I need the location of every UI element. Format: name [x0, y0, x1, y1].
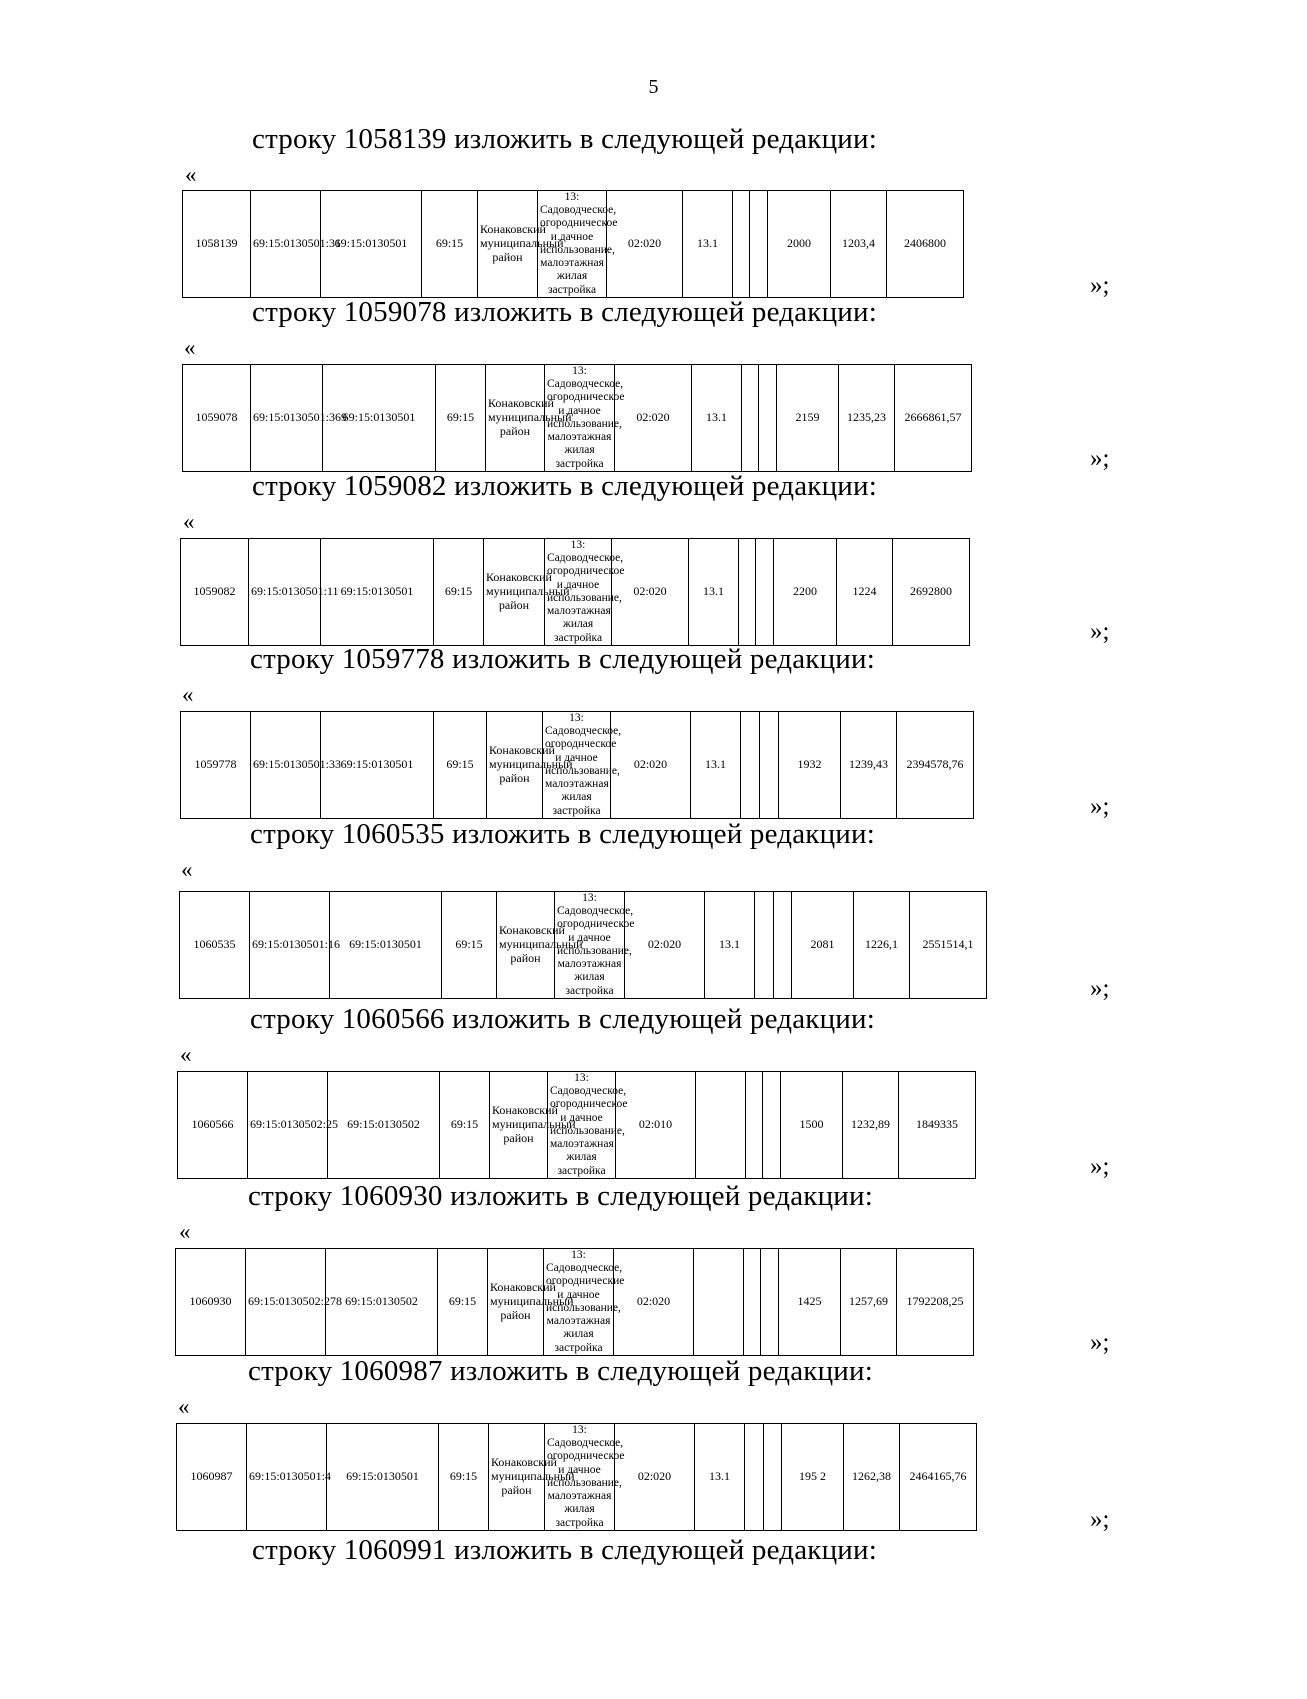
quarter-cell: 69:15:0130501	[321, 191, 422, 298]
code-cell: 02:010	[616, 1072, 696, 1179]
amendment-heading: строку 1060566 изложить в следующей редакции:	[250, 1003, 875, 1035]
code-cell: 02:020	[615, 365, 692, 472]
row-number-cell: 1060566	[178, 1072, 248, 1179]
empty-cell	[763, 1072, 781, 1179]
table-row	[176, 1249, 974, 1356]
cadastral-value-cell: 1849335	[899, 1072, 976, 1179]
page-number: 5	[648, 76, 659, 98]
district-cell: Конаковский муниципальный район	[497, 892, 555, 999]
table-row	[183, 191, 964, 298]
cadastral-number-cell: 69:15:0130502:25	[248, 1072, 328, 1179]
subcode-cell: 13.1	[691, 712, 741, 819]
specific-value-cell: 1235,23	[839, 365, 895, 472]
specific-value-cell: 1239,43	[841, 712, 897, 819]
cadastral-number-cell: 69:15:0130501:11	[249, 539, 321, 646]
quarter-cell: 69:15:0130502	[326, 1249, 438, 1356]
closing-quote: »;	[1090, 1153, 1110, 1180]
district-cell: Конаковский муниципальный район	[486, 365, 545, 472]
district-cell: Конаковский муниципальный район	[478, 191, 538, 298]
code-cell: 02:020	[614, 1249, 694, 1356]
specific-value-cell: 1262,38	[844, 1424, 900, 1531]
amendment-heading: строку 1060930 изложить в следующей редакции:	[248, 1180, 873, 1212]
land-use-cell: 13: Садоводческое, огородническое и дачное использование, малоэтажная жилая застройка	[545, 365, 615, 472]
table-row	[178, 1072, 976, 1179]
subcode-cell: 13.1	[692, 365, 742, 472]
area-cell: 2159	[777, 365, 839, 472]
quarter-cell: 69:15:0130501	[330, 892, 442, 999]
area-cell: 2000	[768, 191, 831, 298]
closing-quote: »;	[1090, 975, 1110, 1002]
opening-quote: «	[184, 335, 196, 360]
opening-quote: «	[181, 857, 193, 882]
district-cell: Конаковский муниципальный район	[484, 539, 545, 646]
cadastral-value-cell: 2551514,1	[910, 892, 987, 999]
row-number-cell: 1060987	[177, 1424, 247, 1531]
closing-quote: »;	[1090, 793, 1110, 820]
area-cell: 1932	[779, 712, 841, 819]
amended-row-table	[177, 1071, 976, 1179]
specific-value-cell: 1224	[837, 539, 893, 646]
empty-cell	[774, 892, 792, 999]
cadastral-value-cell: 2394578,76	[897, 712, 974, 819]
empty-cell	[733, 191, 750, 298]
code-cell: 02:020	[612, 539, 689, 646]
code-cell: 02:020	[611, 712, 691, 819]
row-number-cell: 1059078	[183, 365, 251, 472]
amendment-heading: строку 1058139 изложить в следующей редакции:	[252, 123, 877, 155]
row-number-cell: 1060535	[180, 892, 250, 999]
code-cell: 02:020	[615, 1424, 695, 1531]
area-cell: 2081	[792, 892, 854, 999]
district-cell: Конаковский муниципальный район	[490, 1072, 548, 1179]
row-number-cell: 1059778	[181, 712, 251, 819]
table-row	[183, 365, 972, 472]
cadastral-number-cell: 69:15:0130502:278	[246, 1249, 326, 1356]
cadastral-value-cell: 2692800	[893, 539, 970, 646]
closing-quote: »;	[1090, 1329, 1110, 1356]
empty-cell	[744, 1249, 761, 1356]
opening-quote: «	[179, 1219, 191, 1244]
area-cell: 1500	[781, 1072, 843, 1179]
cadastral-value-cell: 2406800	[887, 191, 964, 298]
subcode-cell: 13.1	[695, 1424, 745, 1531]
row-number-cell: 1059082	[181, 539, 249, 646]
table-row	[180, 892, 987, 999]
zone-cell: 69:15	[436, 365, 486, 472]
amended-row-table	[180, 711, 974, 819]
quarter-cell: 69:15:0130501	[321, 539, 434, 646]
empty-cell	[745, 1424, 764, 1531]
subcode-cell	[694, 1249, 744, 1356]
zone-cell: 69:15	[422, 191, 478, 298]
cadastral-number-cell: 69:15:0130501:31	[251, 191, 321, 298]
specific-value-cell: 1226,1	[854, 892, 910, 999]
amended-row-table	[182, 190, 964, 298]
amended-row-table	[182, 364, 972, 472]
subcode-cell	[696, 1072, 746, 1179]
land-use-cell: 13: Садоводческое, огородническое и дачное использование, малоэтажная жилая застройка	[545, 1424, 615, 1531]
closing-quote: »;	[1090, 272, 1110, 299]
final-heading: строку 1060991 изложить в следующей редакции:	[252, 1534, 877, 1566]
subcode-cell: 13.1	[683, 191, 733, 298]
amended-row-table	[175, 1248, 974, 1356]
empty-cell	[746, 1072, 763, 1179]
zone-cell: 69:15	[434, 712, 487, 819]
specific-value-cell: 1257,69	[841, 1249, 897, 1356]
area-cell: 2200	[774, 539, 837, 646]
opening-quote: «	[178, 1394, 190, 1419]
empty-cell	[750, 191, 768, 298]
cadastral-number-cell: 69:15:0130501:33	[251, 712, 321, 819]
table-row	[177, 1424, 977, 1531]
quarter-cell: 69:15:0130501	[323, 365, 436, 472]
empty-cell	[764, 1424, 782, 1531]
district-cell: Конаковский муниципальный район	[487, 712, 543, 819]
closing-quote: »;	[1090, 618, 1110, 645]
code-cell: 02:020	[607, 191, 683, 298]
opening-quote: «	[180, 1042, 192, 1067]
subcode-cell: 13.1	[705, 892, 755, 999]
closing-quote: »;	[1090, 1506, 1110, 1533]
zone-cell: 69:15	[439, 1424, 489, 1531]
area-cell: 195 2	[782, 1424, 844, 1531]
empty-cell	[761, 1249, 779, 1356]
amendment-heading: строку 1060535 изложить в следующей редакции:	[250, 818, 875, 850]
cadastral-value-cell: 2464165,76	[900, 1424, 977, 1531]
opening-quote: «	[185, 162, 197, 187]
area-cell: 1425	[779, 1249, 841, 1356]
closing-quote: »;	[1090, 445, 1110, 472]
district-cell: Конаковский муниципальный район	[489, 1424, 545, 1531]
zone-cell: 69:15	[434, 539, 484, 646]
cadastral-number-cell: 69:15:0130501:4	[247, 1424, 327, 1531]
district-cell: Конаковский муниципальный район	[488, 1249, 544, 1356]
land-use-cell: 13: Садоводческое, огородническое и дачное использование, малоэтажная жилая застройка	[545, 539, 612, 646]
empty-cell	[755, 892, 774, 999]
empty-cell	[756, 539, 774, 646]
zone-cell: 69:15	[438, 1249, 488, 1356]
zone-cell: 69:15	[440, 1072, 490, 1179]
specific-value-cell: 1232,89	[843, 1072, 899, 1179]
zone-cell: 69:15	[442, 892, 497, 999]
amended-row-table	[176, 1423, 977, 1531]
land-use-cell: 13: Садоводческое, огородническое и дачное использование, малоэтажная жилая застройка	[538, 191, 607, 298]
row-number-cell: 1058139	[183, 191, 251, 298]
amendment-heading: строку 1059082 изложить в следующей редакции:	[252, 470, 877, 502]
opening-quote: «	[183, 509, 195, 534]
land-use-cell: 13: Садоводческое, огороднические и дачное использование, малоэтажная жилая застройка	[544, 1249, 614, 1356]
table-row	[181, 539, 970, 646]
cadastral-value-cell: 2666861,57	[895, 365, 972, 472]
empty-cell	[739, 539, 756, 646]
amendment-heading: строку 1060987 изложить в следующей редакции:	[248, 1355, 873, 1387]
amended-row-table	[180, 538, 970, 646]
empty-cell	[742, 365, 759, 472]
specific-value-cell: 1203,4	[831, 191, 887, 298]
amended-row-table	[179, 891, 987, 999]
land-use-cell: 13: Садоводческое, огородническое и дачное использование, малоэтажная жилая застройка	[555, 892, 625, 999]
table-row	[181, 712, 974, 819]
empty-cell	[741, 712, 760, 819]
row-number-cell: 1060930	[176, 1249, 246, 1356]
amendment-heading: строку 1059778 изложить в следующей редакции:	[250, 643, 875, 675]
cadastral-number-cell: 69:15:0130501:16	[250, 892, 330, 999]
empty-cell	[760, 712, 779, 819]
land-use-cell: 13: Садоводческое, огороднческое и дачное использование, малоэтажная жилая застройка	[543, 712, 611, 819]
empty-cell	[759, 365, 777, 472]
opening-quote: «	[182, 682, 194, 707]
quarter-cell: 69:15:0130501	[321, 712, 434, 819]
subcode-cell: 13.1	[689, 539, 739, 646]
quarter-cell: 69:15:0130501	[327, 1424, 439, 1531]
code-cell: 02:020	[625, 892, 705, 999]
quarter-cell: 69:15:0130502	[328, 1072, 440, 1179]
amendment-heading: строку 1059078 изложить в следующей редакции:	[252, 296, 877, 328]
land-use-cell: 13: Садоводческое, огородническое и дачное использование, малоэтажная жилая застройка	[548, 1072, 616, 1179]
cadastral-value-cell: 1792208,25	[897, 1249, 974, 1356]
cadastral-number-cell: 69:15:0130501:369	[251, 365, 323, 472]
